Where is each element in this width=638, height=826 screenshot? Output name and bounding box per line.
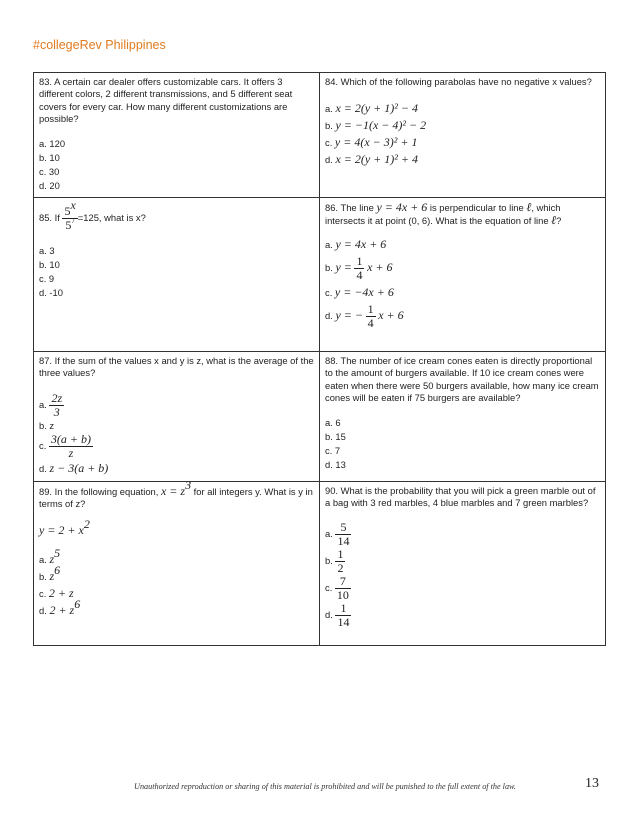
question-89-text: 89. In the following equation, $x = z^3$ for all integers y. What is y in terms of z? [39, 477, 313, 510]
question-85 [34, 198, 320, 352]
question-87 [34, 352, 320, 482]
question-83-text: 83. A certain car dealer offers customizable cars. It offers 3 different colors, 2 different transmissions, and 5 different seat covers for every car. How many different customizations are possible? [39, 76, 293, 124]
question-89-option-b: b. $z^6$ [39, 563, 61, 584]
question-88 [320, 352, 606, 482]
question-86-option-a: a. y = 4x + 6 [325, 236, 387, 251]
question-83 [34, 73, 320, 198]
question-83-option-a: a. 120 [39, 138, 66, 150]
question-85-text: 85. If $\frac{5^x}{5^7}$ =125, what is x? [39, 198, 146, 233]
question-86-text: 86. The line y = 4x + 6 is perpendicular to line ℓ, which intersects it at point (0, 6). What is the equation of line ℓ? [325, 200, 562, 228]
question-90-option-b: b. $\frac{1}{2}$ [325, 547, 344, 576]
question-86-option-c: c. y = −4x + 6 [325, 284, 394, 299]
question-86-option-d: d. y = − $\frac{1}{4}$ x + 6 [325, 301, 404, 330]
question-84-option-a: a. x = 2(y + 1)² − 4 [325, 101, 418, 116]
question-90-option-d: d. $\frac{1}{14}$ [325, 601, 350, 630]
question-87-option-b: b. z [39, 419, 55, 431]
question-84-option-c: c. y = 4(x − 3)² + 1 [325, 135, 418, 150]
question-85-option-d: d. -10 [39, 287, 63, 299]
question-88-option-c: c. 7 [325, 445, 341, 457]
question-87-text: 87. If the sum of the values x and y is z, what is the average of the three values? [39, 355, 314, 379]
question-89-option-c: c. 2 + z [39, 586, 74, 601]
question-85-option-c: c. 9 [39, 273, 55, 285]
question-88-text: 88. The number of ice cream cones eaten is directly proportional to the amount of burgers available. If 10 ice cream cones were eaten when there were 50 burgers available, how many ice cream cones will be eaten if 75 burgers are available? [325, 355, 599, 404]
question-88-option-d: d. 13 [325, 459, 346, 471]
question-grid [33, 72, 606, 646]
question-90-text: 90. What is the probability that you will pick a green marble out of a bag with 3 red marbles, 4 blue marbles and 7 green marbles? [325, 484, 596, 509]
copyright-notice: Unauthorized reproduction or sharing of this material is prohibited and will be punished to the full extent of the law. [134, 782, 516, 791]
question-83-option-c: c. 30 [39, 166, 60, 178]
question-87-option-d: d. z − 3(a + b) [39, 460, 109, 475]
question-86 [320, 198, 606, 352]
question-85-option-a: a. 3 [39, 245, 55, 257]
question-89-option-a: a. $z^5$ [39, 546, 61, 567]
question-85-option-b: b. 10 [39, 259, 60, 271]
question-89-option-d: d. $2 + z^6$ [39, 597, 81, 618]
question-84-option-b: b. y = −1(x − 4)² − 2 [325, 118, 427, 133]
question-90-option-a: a. $\frac{5}{14}$ [325, 520, 350, 549]
question-89 [34, 477, 320, 645]
question-90 [320, 481, 606, 645]
question-90-option-c: c. $\frac{7}{10}$ [325, 574, 349, 603]
question-86-option-b: b. y = $\frac{1}{4}$ x + 6 [325, 253, 393, 282]
question-87-option-c: c. $\frac{3(a + b)}{z}$ [39, 431, 91, 460]
brand-header: #collegeRev Philippines [33, 38, 166, 52]
question-83-option-d: d. 20 [39, 180, 60, 192]
question-83-option-b: b. 10 [39, 152, 60, 164]
question-87-option-a: a. $\frac{2z}{3}$ [39, 390, 63, 419]
question-88-option-a: a. 6 [325, 417, 341, 429]
question-84-option-d: d. x = 2(y + 1)² + 4 [325, 152, 418, 167]
question-89-given-equation: $y = 2 + x^2$ [39, 517, 90, 538]
question-84-text: 84. Which of the following parabolas have no negative x values? [325, 76, 592, 87]
question-84 [320, 73, 606, 198]
question-85-fraction: $\frac{5^x}{5^7}$ [64, 198, 76, 233]
page-number: 13 [585, 776, 599, 791]
question-88-option-b: b. 15 [325, 431, 346, 443]
